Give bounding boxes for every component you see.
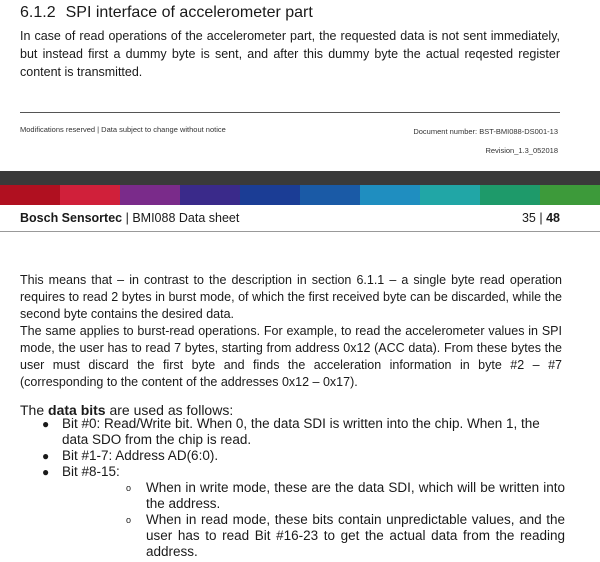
- section-title: SPI interface of accelerometer part: [65, 4, 313, 21]
- section-paragraph: In case of read operations of the accelerometer part, the requested data is not sent immediately, but instead first a dummy byte is sent, and after this dummy byte the actual reqested register content is transmitted.: [20, 29, 560, 79]
- brand-color-band: [0, 185, 600, 205]
- band-segment: [480, 185, 540, 205]
- band-segment: [0, 185, 60, 205]
- header-brand: [20, 211, 239, 225]
- page-break-band: [0, 171, 600, 185]
- footer-divider: [20, 112, 560, 113]
- band-segment: [180, 185, 240, 205]
- total-pages: 48: [546, 211, 560, 225]
- sub-list-item: [62, 480, 565, 512]
- bit-text: Bit #1-7: Address AD(6:0).: [62, 448, 219, 463]
- data-bits-list: [20, 416, 565, 560]
- list-item: [20, 448, 565, 464]
- bit-text: Bit #8-15:: [62, 464, 120, 479]
- band-segment: [420, 185, 480, 205]
- band-segment: [540, 185, 600, 205]
- body-text: [20, 272, 562, 391]
- page-number: [522, 211, 560, 225]
- page-separator: |: [535, 211, 547, 225]
- section-number: 6.1.2: [20, 4, 56, 21]
- header-doc-title: BMI088 Data sheet: [132, 211, 240, 225]
- intro-pre: The: [20, 402, 49, 418]
- footer-disclaimer: Modifications reserved | Data subject to change without notice: [20, 125, 226, 134]
- section-heading: [20, 4, 313, 22]
- body-paragraph-1: This means that – in contrast to the description in section 6.1.1 – a single byte read operation requires to read 2 bytes in burst mode, of which the first received byte can be discarded, while the second byte contains the desired data.: [20, 273, 562, 321]
- footer-revision: Revision_1.3_052018: [485, 146, 558, 155]
- band-segment: [240, 185, 300, 205]
- sub-list: [62, 480, 565, 560]
- band-segment: [360, 185, 420, 205]
- intro-bold: data bits: [48, 402, 106, 418]
- circle-bullet-icon: o: [126, 483, 132, 493]
- bullet-icon: ●: [42, 449, 50, 463]
- list-item: [20, 464, 565, 560]
- circle-bullet-icon: o: [126, 515, 132, 525]
- bullet-icon: ●: [42, 417, 50, 431]
- body-paragraph-2: The same applies to burst-read operations. For example, to read the accelerometer values in SPI mode, the user has to read 7 bytes, starting from address 0x12 (ACC data). From these bytes the user must discard the first byte and finds the acceleration information in byte #2 – #7 (corresponding to the content of the addresses 0x12 – 0x17).: [20, 324, 562, 389]
- bullet-icon: ●: [42, 465, 50, 479]
- brand-name: Bosch Sensortec: [20, 211, 123, 225]
- current-page: 35: [521, 211, 536, 225]
- sub-bit-text: When in read mode, these bits contain unpredictable values, and the user has to read Bit #16-23 to get the actual data from the reading address.: [146, 512, 565, 559]
- sub-list-item: [62, 512, 565, 560]
- intro-post: are used as follows:: [105, 402, 234, 418]
- sub-bit-text: When in write mode, these are the data SDI, which will be written into the address.: [146, 480, 565, 511]
- bit-text: Bit #0: Read/Write bit. When 0, the data SDI is written into the chip. When 1, the data SDO from the chip is read.: [62, 416, 540, 447]
- list-item: [20, 416, 565, 448]
- band-segment: [120, 185, 180, 205]
- footer-document-number: Document number: BST-BMI088-DS001-13: [413, 127, 558, 136]
- band-segment: [300, 185, 360, 205]
- band-segment: [60, 185, 120, 205]
- brand-separator: |: [122, 211, 133, 225]
